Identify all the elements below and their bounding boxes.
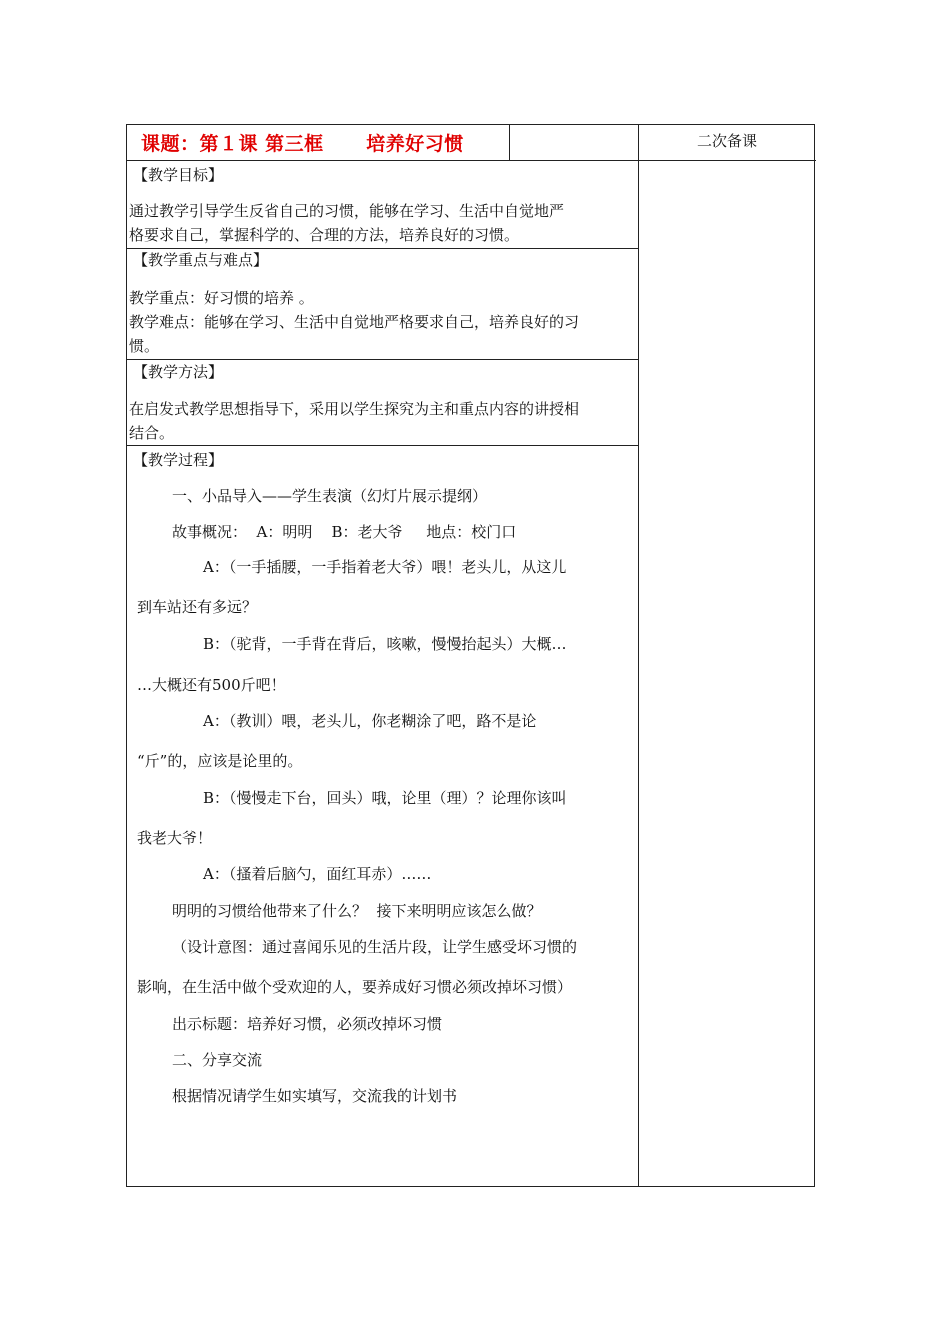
lesson-plan-table [126, 124, 815, 1187]
process-line: A：（一手插腰，一手指着老大爷）喂！老头儿，从这儿 [203, 558, 567, 576]
process-line: （设计意图：通过喜闻乐见的生活片段，让学生感受坏习惯的 [172, 938, 578, 956]
process-line: 故事概况： A：明明 B：老大爷 地点：校门口 [172, 523, 517, 541]
process-line: A：（教训）喂，老头儿，你老糊涂了吧，路不是论 [203, 712, 537, 730]
process-line: B：（驼背，一手背在背后，咳嗽，慢慢抬起头）大概… [203, 635, 567, 653]
process-line: B：（慢慢走下台，回头）哦，论里（理）？论理你该叫 [203, 789, 567, 807]
method-heading: 【教学方法】 [133, 363, 224, 381]
keypoints-line: 教学重点：好习惯的培养 。 [129, 289, 314, 307]
process-line: …大概还有500斤吧！ [137, 676, 286, 694]
method-row-rule [127, 445, 638, 446]
keypoints-heading: 【教学重点与难点】 [133, 251, 269, 269]
process-line: 我老大爷！ [137, 829, 213, 847]
second-prep-label: 二次备课 [696, 132, 757, 150]
process-line: 明明的习惯给他带来了什么？ 接下来明明应该怎么做？ [172, 902, 542, 920]
keypoints-row-rule [127, 359, 638, 360]
process-line: “斤”的，应该是论里的。 [137, 752, 303, 770]
keypoints-line: 惯。 [129, 337, 160, 355]
process-heading: 【教学过程】 [133, 451, 224, 469]
process-line: 出示标题：培养好习惯，必须改掉坏习惯 [172, 1015, 443, 1033]
goals-line: 通过教学引导学生反省自己的习惯，能够在学习、生活中自觉地严 [129, 202, 565, 220]
process-line: 一、小品导入——学生表演（幻灯片展示提纲） [172, 487, 488, 505]
title-cell-divider [509, 125, 510, 160]
column-divider [638, 125, 639, 1186]
process-line: 根据情况请学生如实填写，交流我的计划书 [172, 1087, 458, 1105]
goals-heading: 【教学目标】 [133, 166, 224, 184]
process-line: 影响，在生活中做个受欢迎的人，要养成好习惯必须改掉坏习惯） [137, 978, 573, 996]
keypoints-line: 教学难点：能够在学习、生活中自觉地严格要求自己，培养良好的习 [129, 313, 580, 331]
header-row-rule [127, 160, 816, 161]
method-line: 在启发式教学思想指导下，采用以学生探究为主和重点内容的讲授相 [129, 400, 580, 418]
process-line: 到车站还有多远？ [137, 598, 258, 616]
page-title: 课题：第１课 第三框 培养好习惯 [141, 133, 464, 155]
process-line: A：（搔着后脑勺，面红耳赤）…… [203, 865, 432, 883]
process-line: 二、分享交流 [172, 1051, 263, 1069]
method-line: 结合。 [129, 424, 175, 442]
goals-line: 格要求自己，掌握科学的、合理的方法，培养良好的习惯。 [129, 226, 520, 244]
